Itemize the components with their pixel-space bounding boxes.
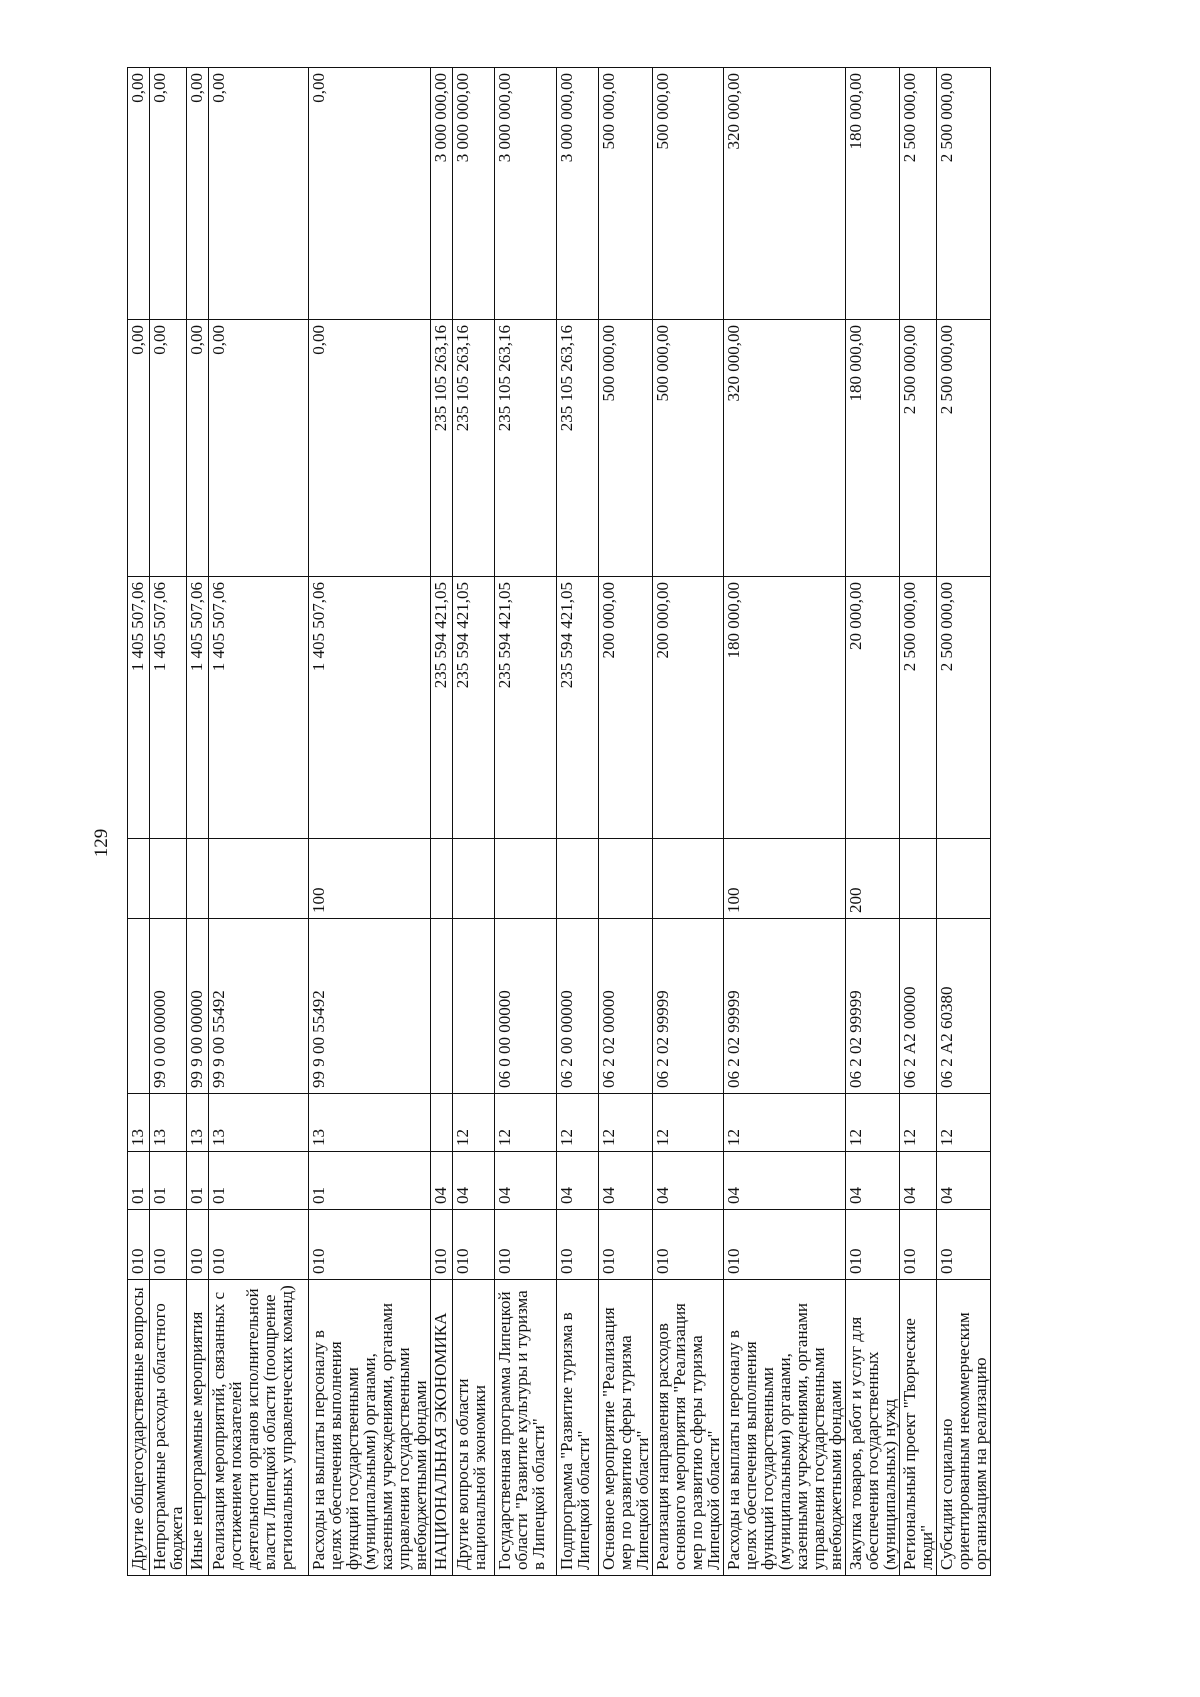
cell-name: Реализация мероприятий, связанных с достижением показателей деятельности органов исполнительной власти Липецкой области (поощрение региональных управленческих команд) [209,1280,309,1576]
cell-pr: 12 [653,1094,724,1152]
cell-name: Государственная программа Липецкой области "Развитие культуры и туризма в Липецкой области" [495,1280,557,1576]
cell-csr: 06 2 00 00000 [557,919,599,1094]
table-row [431,68,453,1576]
cell-vr: 100 [724,839,846,919]
cell-csr: 06 2 02 99999 [653,919,724,1094]
page-number: 129 [91,828,112,858]
cell-amount-2: 0,00 [309,320,431,577]
cell-amount-2: 180 000,00 [846,320,900,577]
cell-ved: 010 [150,1210,187,1280]
cell-csr: 99 9 00 00000 [187,919,209,1094]
cell-name: Закупка товаров, работ и услуг для обеспечения государственных (муниципальных) нужд [846,1280,900,1576]
cell-amount-1: 1 405 507,06 [309,577,431,839]
cell-rz: 04 [599,1152,653,1210]
cell-rz: 04 [846,1152,900,1210]
cell-csr [431,919,453,1094]
cell-rz: 04 [724,1152,846,1210]
cell-ved: 010 [557,1210,599,1280]
cell-amount-3: 500 000,00 [653,68,724,320]
cell-amount-3: 0,00 [209,68,309,320]
cell-amount-2: 2 500 000,00 [937,320,991,577]
cell-name: Субсидии социально ориентированным некоммерческим организациям на реализацию [937,1280,991,1576]
cell-vr [900,839,937,919]
table-row [453,68,495,1576]
cell-rz: 01 [309,1152,431,1210]
cell-name: НАЦИОНАЛЬНАЯ ЭКОНОМИКА [431,1280,453,1576]
cell-ved: 010 [187,1210,209,1280]
cell-csr: 99 9 00 55492 [309,919,431,1094]
cell-amount-2: 320 000,00 [724,320,846,577]
cell-amount-1: 1 405 507,06 [187,577,209,839]
cell-vr: 100 [309,839,431,919]
cell-pr: 12 [453,1094,495,1152]
cell-csr: 99 0 00 00000 [150,919,187,1094]
cell-name: Реализация направления расходов основного мероприятия "Реализация мер по развитию сферы туризма Липецкой области" [653,1280,724,1576]
cell-amount-1: 235 594 421,05 [495,577,557,839]
cell-csr: 99 9 00 55492 [209,919,309,1094]
cell-vr [187,839,209,919]
cell-pr: 12 [495,1094,557,1152]
cell-amount-3: 3 000 000,00 [431,68,453,320]
cell-pr [431,1094,453,1152]
cell-vr [937,839,991,919]
cell-ved: 010 [309,1210,431,1280]
cell-name: Другие общегосударственные вопросы [128,1280,150,1576]
cell-amount-2: 235 105 263,16 [431,320,453,577]
cell-amount-3: 2 500 000,00 [900,68,937,320]
cell-ved: 010 [937,1210,991,1280]
cell-ved: 010 [846,1210,900,1280]
cell-csr [128,919,150,1094]
cell-pr: 12 [557,1094,599,1152]
cell-csr: 06 2 А2 00000 [900,919,937,1094]
table-row [187,68,209,1576]
table-row [309,68,431,1576]
cell-vr [495,839,557,919]
table-row [557,68,599,1576]
cell-ved: 010 [599,1210,653,1280]
cell-amount-2: 235 105 263,16 [557,320,599,577]
cell-csr [453,919,495,1094]
table-row [599,68,653,1576]
cell-rz: 04 [900,1152,937,1210]
table-row [653,68,724,1576]
cell-pr: 13 [209,1094,309,1152]
cell-amount-2: 235 105 263,16 [495,320,557,577]
cell-amount-3: 3 000 000,00 [557,68,599,320]
cell-name: Иные непрограммные мероприятия [187,1280,209,1576]
cell-amount-1: 200 000,00 [599,577,653,839]
cell-vr [150,839,187,919]
cell-amount-1: 235 594 421,05 [557,577,599,839]
cell-amount-3: 0,00 [187,68,209,320]
cell-pr: 12 [724,1094,846,1152]
cell-amount-2: 0,00 [209,320,309,577]
cell-vr [128,839,150,919]
cell-pr: 13 [187,1094,209,1152]
cell-amount-1: 2 500 000,00 [900,577,937,839]
cell-rz: 04 [557,1152,599,1210]
cell-amount-3: 500 000,00 [599,68,653,320]
cell-pr: 12 [937,1094,991,1152]
cell-rz: 01 [128,1152,150,1210]
cell-amount-3: 3 000 000,00 [495,68,557,320]
table-row [495,68,557,1576]
cell-rz: 01 [150,1152,187,1210]
cell-pr: 13 [150,1094,187,1152]
cell-csr: 06 2 02 99999 [846,919,900,1094]
cell-vr [209,839,309,919]
cell-ved: 010 [209,1210,309,1280]
table-row [209,68,309,1576]
cell-vr [431,839,453,919]
cell-name: Расходы на выплаты персоналу в целях обеспечения выполнения функций государственными (муниципальными) органами, казенными учреждениями, органами управления государственными внебюджетными фондами [724,1280,846,1576]
table-row [150,68,187,1576]
cell-amount-2: 0,00 [150,320,187,577]
cell-pr: 12 [599,1094,653,1152]
table-row [846,68,900,1576]
cell-name: Подпрограмма "Развитие туризма в Липецкой области" [557,1280,599,1576]
cell-amount-1: 1 405 507,06 [209,577,309,839]
cell-amount-3: 2 500 000,00 [937,68,991,320]
cell-amount-1: 1 405 507,06 [128,577,150,839]
cell-amount-2: 2 500 000,00 [900,320,937,577]
cell-amount-3: 0,00 [128,68,150,320]
table-body [128,68,991,1576]
cell-amount-2: 235 105 263,16 [453,320,495,577]
cell-amount-2: 500 000,00 [653,320,724,577]
cell-vr: 200 [846,839,900,919]
cell-ved: 010 [431,1210,453,1280]
cell-csr: 06 0 00 00000 [495,919,557,1094]
cell-amount-3: 3 000 000,00 [453,68,495,320]
cell-csr: 06 2 02 00000 [599,919,653,1094]
cell-amount-3: 0,00 [309,68,431,320]
cell-pr: 13 [309,1094,431,1152]
cell-rz: 04 [453,1152,495,1210]
cell-ved: 010 [453,1210,495,1280]
cell-name: Другие вопросы в области национальной экономики [453,1280,495,1576]
cell-vr [453,839,495,919]
cell-rz: 01 [209,1152,309,1210]
cell-ved: 010 [128,1210,150,1280]
cell-vr [557,839,599,919]
cell-ved: 010 [653,1210,724,1280]
cell-csr: 06 2 А2 60380 [937,919,991,1094]
cell-rz: 01 [187,1152,209,1210]
budget-table [127,67,991,1576]
table-row [724,68,846,1576]
table-row [937,68,991,1576]
cell-amount-3: 180 000,00 [846,68,900,320]
cell-ved: 010 [900,1210,937,1280]
cell-rz: 04 [937,1152,991,1210]
cell-name: Региональный проект "Творческие люди" [900,1280,937,1576]
table-row [128,68,150,1576]
cell-vr [653,839,724,919]
cell-amount-1: 180 000,00 [724,577,846,839]
cell-rz: 04 [431,1152,453,1210]
cell-amount-1: 200 000,00 [653,577,724,839]
cell-amount-1: 1 405 507,06 [150,577,187,839]
table-row [900,68,937,1576]
cell-pr: 12 [846,1094,900,1152]
cell-csr: 06 2 02 99999 [724,919,846,1094]
cell-name: Расходы на выплаты персоналу в целях обеспечения выполнения функций государственными (муниципальными) органами, казенными учреждениями, органами управления государственными внебюджетными фондами [309,1280,431,1576]
cell-ved: 010 [724,1210,846,1280]
cell-pr: 13 [128,1094,150,1152]
cell-rz: 04 [653,1152,724,1210]
rotated-table-wrapper [127,68,1090,1576]
cell-vr [599,839,653,919]
cell-amount-3: 0,00 [150,68,187,320]
cell-ved: 010 [495,1210,557,1280]
cell-amount-1: 235 594 421,05 [431,577,453,839]
cell-amount-1: 20 000,00 [846,577,900,839]
cell-amount-1: 235 594 421,05 [453,577,495,839]
cell-amount-2: 500 000,00 [599,320,653,577]
cell-amount-2: 0,00 [128,320,150,577]
cell-amount-2: 0,00 [187,320,209,577]
cell-name: Непрограммные расходы областного бюджета [150,1280,187,1576]
cell-amount-1: 2 500 000,00 [937,577,991,839]
cell-pr: 12 [900,1094,937,1152]
cell-amount-3: 320 000,00 [724,68,846,320]
cell-name: Основное мероприятие "Реализация мер по развитию сферы туризма Липецкой области" [599,1280,653,1576]
cell-rz: 04 [495,1152,557,1210]
